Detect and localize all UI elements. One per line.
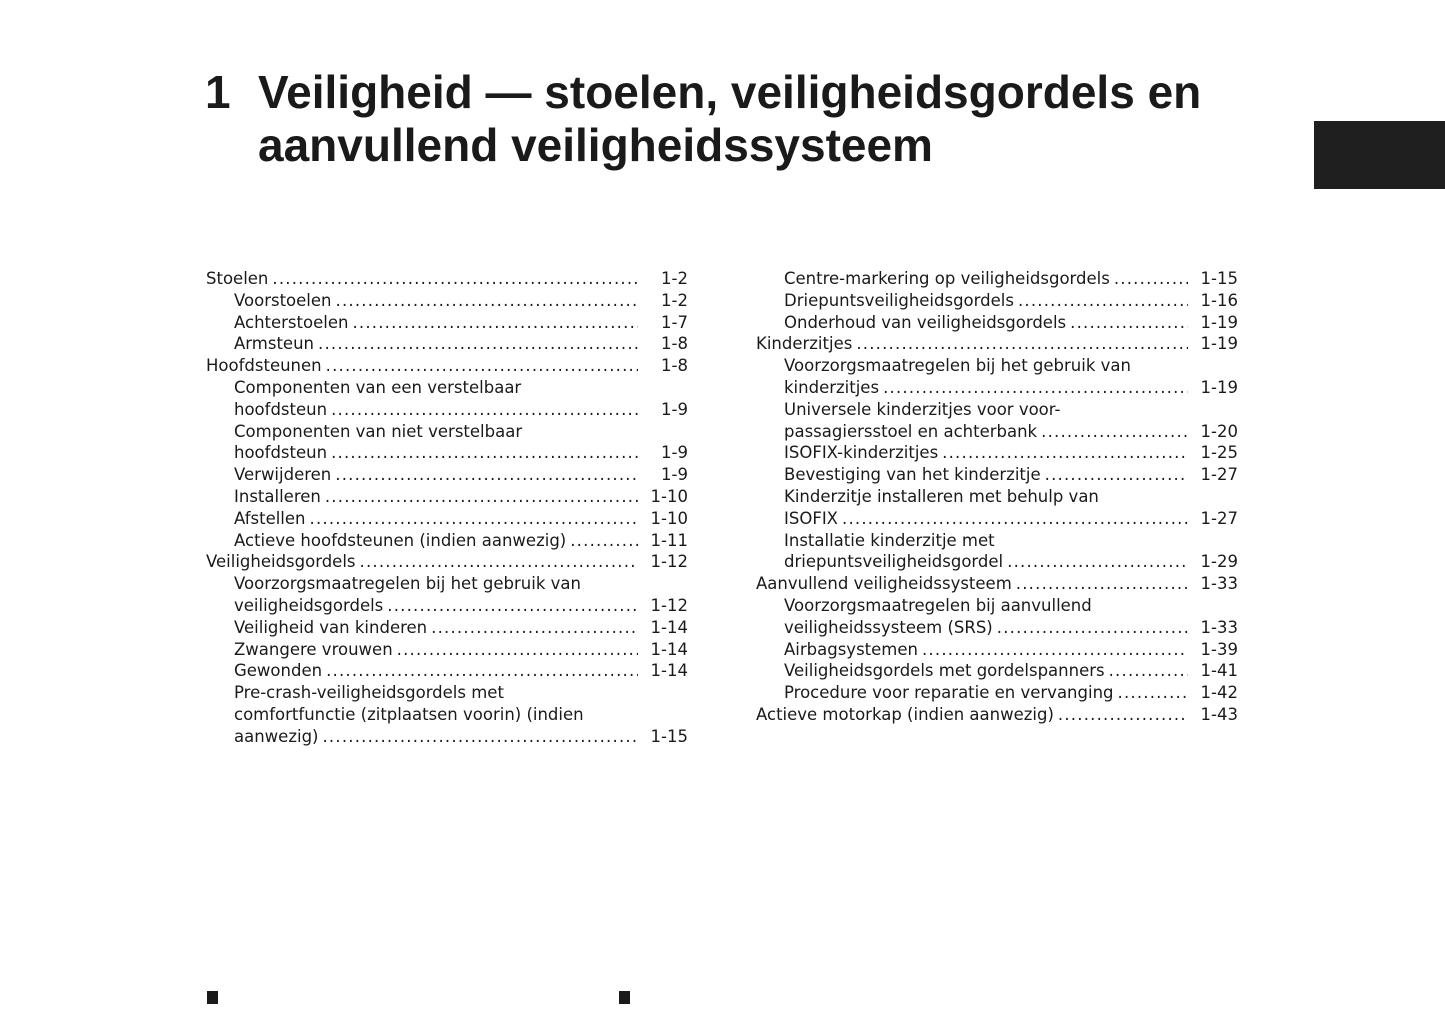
toc-entry[interactable] [206, 573, 688, 617]
toc-leader-dots [431, 617, 638, 639]
toc-entry[interactable] [756, 355, 1238, 399]
toc-entry-text: Procedure voor reparatie en vervanging [784, 683, 1114, 703]
toc-leader-dots [1118, 682, 1188, 704]
toc-entry-text: Componenten van een verstelbaar [234, 377, 522, 397]
toc-leader-dots [997, 617, 1188, 639]
toc-entry-text: Actieve motorkap (indien aanwezig) [756, 704, 1054, 724]
toc-entry[interactable] [206, 660, 688, 682]
toc-entry-text: comfortfunctie (zitplaatsen voorin) (indien [234, 704, 584, 724]
toc-page-number: 1-2 [661, 290, 688, 310]
toc-leader-dots [1041, 421, 1188, 443]
toc-page-number: 1-33 [1200, 617, 1238, 637]
toc-entry-text: hoofdsteun [234, 443, 328, 463]
toc-entry-text: Zwangere vrouwen [234, 639, 393, 659]
toc-entry-text: Voorzorgsmaatregelen bij aanvullend [784, 595, 1092, 615]
toc-entry-text: Armsteun [234, 334, 314, 354]
toc-leader-dots [883, 377, 1188, 399]
toc-entry-text: ISOFIX [784, 508, 838, 528]
toc-page-number: 1-9 [661, 443, 688, 463]
toc-leader-dots [397, 639, 638, 661]
toc-entry-text: Airbagsystemen [784, 639, 918, 659]
toc-page-number: 1-39 [1200, 639, 1238, 659]
toc-leader-dots [387, 595, 638, 617]
toc-entry-text: Veiligheidsgordels [206, 552, 356, 572]
toc-leader-dots [1114, 268, 1188, 290]
toc-entry[interactable] [206, 551, 688, 573]
toc-entry[interactable] [206, 682, 688, 747]
toc-page-number: 1-43 [1200, 704, 1238, 724]
toc-leader-dots [310, 508, 638, 530]
toc-entry[interactable] [756, 290, 1238, 312]
toc-entry-text: Kinderzitje installeren met behulp van [784, 486, 1099, 506]
toc-entry[interactable] [756, 660, 1238, 682]
toc-entry-text: aanwezig) [234, 726, 319, 746]
toc-page-number: 1-10 [650, 508, 688, 528]
toc-page-number: 1-16 [1200, 290, 1238, 310]
toc-entry[interactable] [756, 399, 1238, 443]
toc-entry[interactable] [206, 617, 688, 639]
toc-leader-dots [335, 464, 638, 486]
toc-entry-text: Verwijderen [234, 465, 332, 485]
toc-leader-dots [325, 486, 638, 508]
toc-entry[interactable] [206, 290, 688, 312]
toc-page-number: 1-29 [1200, 552, 1238, 572]
toc-entry[interactable] [756, 312, 1238, 334]
toc-leader-dots [352, 312, 638, 334]
toc-entry-text: driepuntsveiligheidsgordel [784, 552, 1004, 572]
toc-page-number: 1-14 [650, 661, 688, 681]
toc-entry-text: Driepuntsveiligheidsgordels [784, 290, 1014, 310]
toc-right-column [756, 268, 1238, 726]
toc-leader-dots [1016, 573, 1188, 595]
toc-entry-text: Voorzorgsmaatregelen bij het gebruik van [234, 574, 581, 594]
toc-page-number: 1-42 [1200, 683, 1238, 703]
toc-page-number: 1-14 [650, 639, 688, 659]
toc-entry[interactable] [756, 333, 1238, 355]
chapter-number: 1 [205, 66, 231, 118]
toc-entry[interactable] [206, 268, 688, 290]
toc-page-number: 1-8 [661, 356, 688, 376]
section-tab-marker [1314, 121, 1445, 189]
toc-entry-text: Installatie kinderzitje met [784, 530, 995, 550]
toc-leader-dots [336, 290, 639, 312]
toc-entry-text: passagiersstoel en achterbank [784, 421, 1038, 441]
toc-page-number: 1-9 [661, 399, 688, 419]
toc-entry[interactable] [206, 377, 688, 421]
toc-entry-text: Voorzorgsmaatregelen bij het gebruik van [784, 356, 1131, 376]
toc-entry-text: Pre-crash-veiligheidsgordels met [234, 683, 504, 703]
toc-entry-text: Bevestiging van het kinderzitje [784, 465, 1041, 485]
toc-entry[interactable] [206, 486, 688, 508]
toc-leader-dots [326, 660, 638, 682]
toc-leader-dots [1045, 464, 1188, 486]
toc-leader-dots [331, 399, 638, 421]
toc-entry[interactable] [206, 639, 688, 661]
toc-leader-dots [1007, 551, 1188, 573]
toc-entry[interactable] [206, 421, 688, 465]
toc-page-number: 1-33 [1200, 574, 1238, 594]
toc-page-number: 1-8 [661, 334, 688, 354]
toc-entry[interactable] [756, 442, 1238, 464]
toc-leader-dots [856, 333, 1188, 355]
toc-page-number: 1-41 [1200, 661, 1238, 681]
footer-mark [207, 991, 218, 1004]
toc-entry-text: Installeren [234, 486, 321, 506]
toc-entry-text: Voorstoelen [234, 290, 332, 310]
toc-entry[interactable] [206, 464, 688, 486]
toc-page-number: 1-7 [661, 312, 688, 332]
toc-leader-dots [1109, 660, 1188, 682]
footer-mark [619, 991, 630, 1004]
toc-entry-text: Hoofdsteunen [206, 356, 322, 376]
toc-entry[interactable] [756, 704, 1238, 726]
toc-leader-dots [922, 639, 1188, 661]
toc-entry-text: kinderzitjes [784, 377, 880, 397]
toc-entry-text: Onderhoud van veiligheidsgordels [784, 312, 1067, 332]
toc-entry-text: Veiligheid van kinderen [234, 617, 428, 637]
toc-entry-text: hoofdsteun [234, 399, 328, 419]
toc-entry-text: Universele kinderzitjes voor voor- [784, 399, 1061, 419]
toc-entry[interactable] [756, 682, 1238, 704]
toc-leader-dots [272, 268, 638, 290]
toc-page-number: 1-12 [650, 595, 688, 615]
toc-left-column [206, 268, 688, 748]
toc-leader-dots [1070, 312, 1188, 334]
toc-page-number: 1-9 [661, 465, 688, 485]
toc-page-number: 1-27 [1200, 508, 1238, 528]
toc-entry-text: Kinderzitjes [756, 334, 853, 354]
toc-entry-text: ISOFIX-kinderzitjes [784, 443, 939, 463]
toc-leader-dots [570, 530, 638, 552]
toc-entry[interactable] [206, 530, 688, 552]
toc-entry-text: Afstellen [234, 508, 306, 528]
toc-page-number: 1-14 [650, 617, 688, 637]
toc-page-number: 1-12 [650, 552, 688, 572]
toc-entry-text: Componenten van niet verstelbaar [234, 421, 523, 441]
toc-entry[interactable] [206, 508, 688, 530]
toc-entry[interactable] [756, 573, 1238, 595]
toc-entry[interactable] [756, 530, 1238, 574]
toc-entry[interactable] [756, 639, 1238, 661]
toc-entry-text: Stoelen [206, 269, 269, 288]
toc-page-number: 1-19 [1200, 377, 1238, 397]
toc-page-number: 1-2 [661, 269, 688, 288]
toc-entry-text: Aanvullend veiligheidssysteem [756, 574, 1012, 594]
toc-entry-text: veiligheidsgordels [234, 595, 384, 615]
toc-entry-text: veiligheidssysteem (SRS) [784, 617, 993, 637]
toc-entry-text: Achterstoelen [234, 312, 349, 332]
toc-entry-text: Gewonden [234, 661, 323, 681]
toc-leader-dots [1018, 290, 1188, 312]
toc-leader-dots [360, 551, 638, 573]
chapter-title: Veiligheid — stoelen, veiligheidsgordels en aanvullend veiligheidssysteem [258, 66, 1202, 171]
toc-entry[interactable] [756, 268, 1238, 290]
toc-page-number: 1-27 [1200, 465, 1238, 485]
toc-page-number: 1-15 [1200, 269, 1238, 288]
toc-page-number: 1-15 [650, 726, 688, 746]
toc-entry[interactable] [206, 355, 688, 377]
toc-leader-dots [322, 726, 638, 748]
toc-page-number: 1-20 [1200, 421, 1238, 441]
toc-page-number: 1-10 [650, 486, 688, 506]
toc-leader-dots [331, 442, 638, 464]
toc-leader-dots [1058, 704, 1188, 726]
toc-entry[interactable] [756, 464, 1238, 486]
toc-leader-dots [842, 508, 1188, 530]
toc-entry[interactable] [206, 333, 688, 355]
toc-entry[interactable] [756, 595, 1238, 639]
toc-entry-text: Centre-markering op veiligheidsgordels [784, 269, 1110, 288]
toc-page-number: 1-25 [1200, 443, 1238, 463]
toc-leader-dots [318, 333, 638, 355]
toc-entry-text: Actieve hoofdsteunen (indien aanwezig) [234, 530, 567, 550]
toc-page-number: 1-19 [1200, 312, 1238, 332]
toc-entry[interactable] [206, 312, 688, 334]
toc-leader-dots [942, 442, 1188, 464]
toc-entry-text: Veiligheidsgordels met gordelspanners [784, 661, 1105, 681]
toc-entry[interactable] [756, 486, 1238, 530]
toc-leader-dots [326, 355, 638, 377]
toc-page-number: 1-19 [1200, 334, 1238, 354]
toc-page-number: 1-11 [650, 530, 688, 550]
